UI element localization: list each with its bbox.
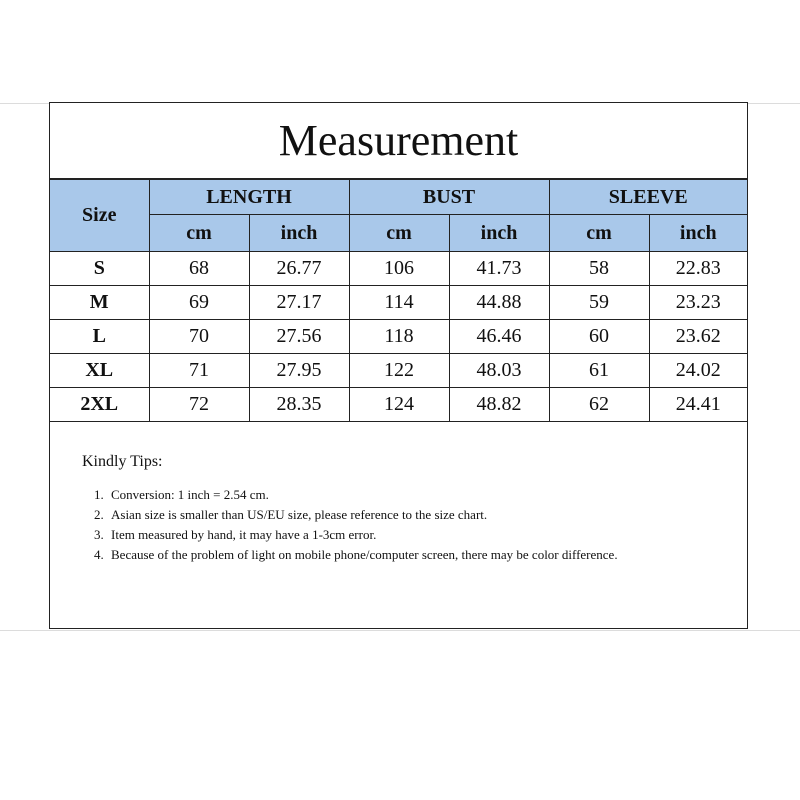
tips-heading: Kindly Tips: xyxy=(82,453,163,470)
tip-item: 4. Because of the problem of light on mobile phone/computer screen, there may be color difference. xyxy=(107,545,722,565)
sleeve-inch-cell: 22.83 xyxy=(649,252,747,286)
sleeve-header: SLEEVE xyxy=(549,180,747,215)
sleeve-cm-header: cm xyxy=(549,215,649,252)
length-cm-cell: 72 xyxy=(149,388,249,422)
length-cm-cell: 68 xyxy=(149,252,249,286)
sleeve-cm-cell: 60 xyxy=(549,320,649,354)
size-cell: L xyxy=(50,320,149,354)
unit-header-row xyxy=(50,215,747,252)
page-title: Measurement xyxy=(50,103,747,179)
size-cell: S xyxy=(50,252,149,286)
sleeve-inch-cell: 24.41 xyxy=(649,388,747,422)
length-cm-cell: 70 xyxy=(149,320,249,354)
size-cell: 2XL xyxy=(50,388,149,422)
measurement-card xyxy=(49,102,748,629)
sleeve-cm-cell: 59 xyxy=(549,286,649,320)
length-inch-header: inch xyxy=(249,215,349,252)
table-row xyxy=(50,286,747,320)
length-inch-cell: 27.95 xyxy=(249,354,349,388)
length-cm-header: cm xyxy=(149,215,249,252)
table-row xyxy=(50,252,747,286)
bust-cm-cell: 114 xyxy=(349,286,449,320)
tips-list xyxy=(82,485,722,565)
sleeve-inch-cell: 23.62 xyxy=(649,320,747,354)
length-inch-cell: 28.35 xyxy=(249,388,349,422)
bust-inch-cell: 48.03 xyxy=(449,354,549,388)
bust-cm-header: cm xyxy=(349,215,449,252)
length-header: LENGTH xyxy=(149,180,349,215)
length-cm-cell: 71 xyxy=(149,354,249,388)
size-cell: M xyxy=(50,286,149,320)
size-table xyxy=(50,179,747,422)
bust-inch-cell: 46.46 xyxy=(449,320,549,354)
bust-cm-cell: 124 xyxy=(349,388,449,422)
sleeve-inch-cell: 24.02 xyxy=(649,354,747,388)
tips-section xyxy=(82,453,722,565)
bust-cm-cell: 118 xyxy=(349,320,449,354)
table-row xyxy=(50,320,747,354)
length-inch-cell: 26.77 xyxy=(249,252,349,286)
bust-cm-cell: 122 xyxy=(349,354,449,388)
tip-item: 2. Asian size is smaller than US/EU size, please reference to the size chart. xyxy=(107,505,722,525)
size-column-header: Size xyxy=(50,180,149,252)
length-inch-cell: 27.17 xyxy=(249,286,349,320)
bust-inch-cell: 44.88 xyxy=(449,286,549,320)
tip-item: 1. Conversion: 1 inch = 2.54 cm. xyxy=(107,485,722,505)
size-cell: XL xyxy=(50,354,149,388)
bottom-divider xyxy=(0,630,800,631)
length-cm-cell: 69 xyxy=(149,286,249,320)
table-row xyxy=(50,388,747,422)
bust-inch-cell: 48.82 xyxy=(449,388,549,422)
length-inch-cell: 27.56 xyxy=(249,320,349,354)
bust-cm-cell: 106 xyxy=(349,252,449,286)
sleeve-inch-header: inch xyxy=(649,215,747,252)
sleeve-inch-cell: 23.23 xyxy=(649,286,747,320)
sleeve-cm-cell: 58 xyxy=(549,252,649,286)
bust-header: BUST xyxy=(349,180,549,215)
group-header-row xyxy=(50,180,747,215)
sleeve-cm-cell: 61 xyxy=(549,354,649,388)
tip-item: 3. Item measured by hand, it may have a 1-3cm error. xyxy=(107,525,722,545)
table-row xyxy=(50,354,747,388)
sleeve-cm-cell: 62 xyxy=(549,388,649,422)
bust-inch-header: inch xyxy=(449,215,549,252)
bust-inch-cell: 41.73 xyxy=(449,252,549,286)
